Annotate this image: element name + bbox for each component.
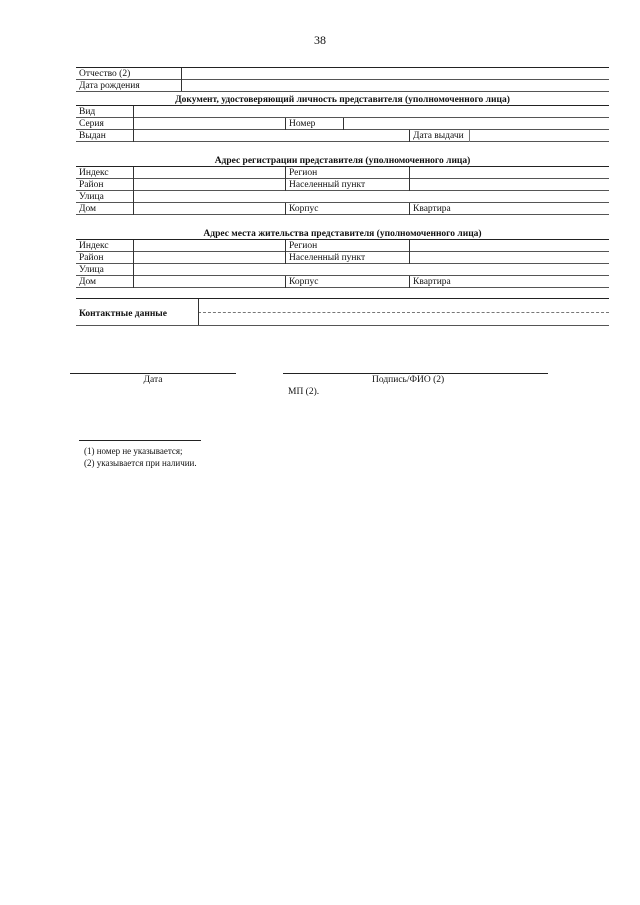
patronymic-field[interactable]: [182, 68, 609, 79]
label-signature: Подпись/ФИО (2): [372, 375, 445, 385]
col-divider: [409, 203, 410, 215]
col-divider: [285, 240, 286, 264]
signature-line: [283, 373, 548, 374]
reg-building-field[interactable]: [347, 203, 407, 214]
section-header-id-document: Документ, удостоверяющий личность представителя (уполномоченного лица): [175, 95, 510, 105]
col-divider: [285, 167, 286, 191]
label-birth-date: Дата рождения: [79, 81, 140, 91]
rule: [76, 91, 609, 92]
label-reg-house: Дом: [79, 204, 97, 214]
col-divider: [133, 106, 134, 142]
label-doc-issued-by: Выдан: [79, 131, 106, 141]
label-reg-index: Индекс: [79, 168, 109, 178]
reg-apartment-field[interactable]: [470, 203, 609, 214]
label-res-locality: Населенный пункт: [289, 253, 366, 263]
label-reg-apartment: Квартира: [413, 204, 451, 214]
col-divider: [133, 167, 134, 215]
contacts-field[interactable]: [199, 299, 609, 325]
label-contacts: Контактные данные: [79, 309, 167, 319]
res-apartment-field[interactable]: [470, 276, 609, 287]
col-divider: [409, 240, 410, 264]
doc-number-field[interactable]: [343, 118, 609, 129]
label-patronymic: Отчество (2): [79, 69, 131, 79]
label-reg-locality: Населенный пункт: [289, 180, 366, 190]
footnote-separator: [79, 440, 201, 441]
reg-region-field[interactable]: [410, 167, 609, 178]
res-street-field[interactable]: [134, 264, 609, 275]
reg-district-field[interactable]: [134, 179, 284, 190]
birth-date-field[interactable]: [182, 80, 609, 91]
reg-street-field[interactable]: [134, 191, 609, 202]
label-res-index: Индекс: [79, 241, 109, 251]
col-divider: [285, 276, 286, 288]
rule: [76, 141, 609, 142]
res-house-field[interactable]: [134, 276, 284, 287]
rule: [76, 287, 609, 288]
res-locality-field[interactable]: [410, 252, 609, 263]
label-res-house: Дом: [79, 277, 97, 287]
label-date: Дата: [143, 375, 163, 385]
res-district-field[interactable]: [134, 252, 284, 263]
label-res-region: Регион: [289, 241, 318, 251]
col-divider: [198, 299, 199, 326]
col-divider: [469, 130, 470, 142]
footnote-1: (1) номер не указывается;: [84, 446, 183, 456]
col-divider: [285, 118, 286, 130]
col-divider: [343, 118, 344, 130]
reg-locality-field[interactable]: [410, 179, 609, 190]
label-res-apartment: Квартира: [413, 277, 451, 287]
res-region-field[interactable]: [410, 240, 609, 251]
date-signature-line: [70, 373, 236, 374]
label-reg-region: Регион: [289, 168, 318, 178]
section-header-reg-address: Адрес регистрации представителя (уполномоченного лица): [214, 156, 471, 166]
doc-type-field[interactable]: [134, 106, 609, 117]
rule: [76, 214, 609, 215]
label-stamp: МП (2).: [288, 387, 320, 397]
page-number: 38: [314, 33, 326, 47]
col-divider: [181, 68, 182, 92]
label-doc-issue-date: Дата выдачи: [413, 131, 464, 141]
res-index-field[interactable]: [134, 240, 284, 251]
section-header-res-address: Адрес места жительства представителя (уполномоченного лица): [203, 229, 482, 239]
doc-series-field[interactable]: [134, 118, 284, 129]
res-building-field[interactable]: [347, 276, 407, 287]
rule: [76, 325, 609, 326]
col-divider: [409, 167, 410, 191]
label-reg-district: Район: [79, 180, 104, 190]
label-doc-number: Номер: [289, 119, 316, 129]
reg-index-field[interactable]: [134, 167, 284, 178]
label-reg-building: Корпус: [289, 204, 319, 214]
col-divider: [409, 276, 410, 288]
col-divider: [133, 240, 134, 288]
label-res-building: Корпус: [289, 277, 319, 287]
label-res-street: Улица: [79, 265, 104, 275]
col-divider: [285, 203, 286, 215]
label-doc-type: Вид: [79, 107, 96, 117]
doc-issue-date-field[interactable]: [470, 130, 609, 141]
reg-house-field[interactable]: [134, 203, 284, 214]
label-reg-street: Улица: [79, 192, 104, 202]
footnote-2: (2) указывается при наличии.: [84, 458, 197, 468]
doc-issued-by-field[interactable]: [134, 130, 408, 141]
col-divider: [409, 130, 410, 142]
label-doc-series: Серия: [79, 119, 104, 129]
label-res-district: Район: [79, 253, 104, 263]
